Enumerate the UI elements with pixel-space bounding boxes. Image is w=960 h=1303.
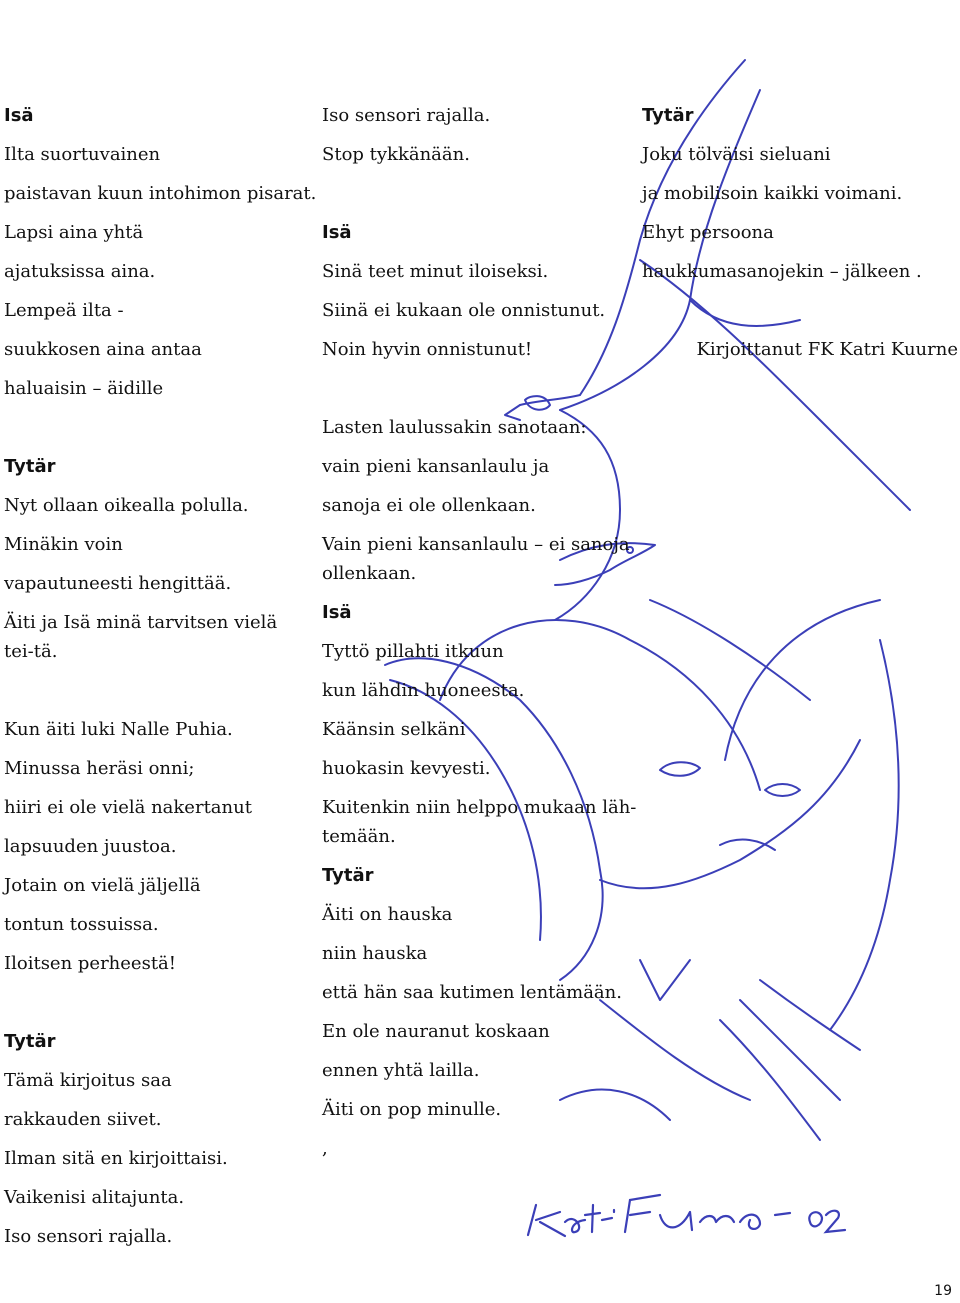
stanza-gap	[322, 369, 637, 408]
poem-line: Lapsi aina yhtä	[4, 222, 144, 243]
poem-line: Käänsin selkäni	[322, 719, 466, 740]
poem-line: vain pieni kansanlaulu ja	[322, 456, 550, 477]
speaker-heading: Tytär	[4, 456, 56, 477]
poem-line: Vain pieni kansanlaulu – ei sanoja ollenkaan.	[322, 534, 630, 584]
poem-line: hiiri ei ole vielä nakertanut	[4, 797, 252, 818]
speaker-heading: Tytär	[4, 1031, 56, 1052]
stanza-gap	[322, 174, 637, 213]
poem-line: Tyttö pillahti itkuun	[322, 641, 504, 662]
poem-line: suukkosen aina antaa	[4, 339, 202, 360]
poem-line: kun lähdin huoneesta.	[322, 680, 525, 701]
poem-column-left	[4, 96, 317, 1256]
poem-line: Kun äiti luki Nalle Puhia.	[4, 719, 233, 740]
stanza-gap	[4, 671, 304, 710]
poem-line: Minäkin voin	[4, 534, 123, 555]
poem-line: vapautuneesti hengittää.	[4, 573, 232, 594]
poem-line: paistavan kuun intohimon pisarat.	[4, 183, 317, 204]
poem-line: tontun tossuissa.	[4, 914, 159, 935]
poem-line: Iso sensori rajalla.	[4, 1226, 173, 1247]
poem-line: Vaikenisi alitajunta.	[4, 1187, 185, 1208]
speaker-heading: Isä	[4, 105, 34, 126]
poem-line: Sinä teet minut iloiseksi.	[322, 261, 549, 282]
poem-line: lapsuuden juustoa.	[4, 836, 177, 857]
poem-line: Ilta suortuvainen	[4, 144, 161, 165]
poem-line: haluaisin – äidille	[4, 378, 164, 399]
speaker-heading: Isä	[322, 602, 352, 623]
poem-line: En ole nauranut koskaan	[322, 1021, 550, 1042]
poem-line: Kuitenkin niin helppo mukaan läh-temään.	[322, 797, 637, 847]
poem-line: Minussa heräsi onni;	[4, 758, 195, 779]
poem-line: Ehyt persoona	[642, 222, 774, 243]
poem-line: Stop tykkänään.	[322, 144, 470, 165]
stanza-gap	[4, 983, 304, 1022]
poem-line: Lempeä ilta -	[4, 300, 124, 321]
poem-column-right	[642, 96, 958, 369]
signature	[528, 1195, 845, 1236]
poem-line: että hän saa kutimen lentämään.	[322, 982, 622, 1003]
poem-line: Lasten laulussakin sanotaan:	[322, 417, 587, 438]
speaker-heading: Tytär	[322, 865, 374, 886]
poem-line: ja mobilisoin kaikki voimani.	[642, 183, 903, 204]
poem-line: Jotain on vielä jäljellä	[4, 875, 201, 896]
stanza-gap	[642, 291, 958, 330]
stanza-gap	[4, 408, 304, 447]
poem-line: huokasin kevyesti.	[322, 758, 491, 779]
poem-line: sanoja ei ole ollenkaan.	[322, 495, 536, 516]
poem-line: Joku tölväisi sieluani	[642, 144, 831, 165]
poem-line: Äiti on pop minulle.	[322, 1099, 502, 1120]
poem-line: Siinä ei kukaan ole onnistunut.	[322, 300, 606, 321]
poem-line: ajatuksissa aina.	[4, 261, 156, 282]
speaker-heading: Isä	[322, 222, 352, 243]
poem-line: Äiti on hauska	[322, 904, 453, 925]
speaker-heading: Tytär	[642, 105, 694, 126]
poem-line: ,	[322, 1138, 328, 1159]
poem-column-middle	[322, 96, 637, 1168]
poem-line: Nyt ollaan oikealla polulla.	[4, 495, 249, 516]
poem-line: Tämä kirjoitus saa	[4, 1070, 172, 1091]
page-number: 19	[934, 1283, 952, 1299]
poem-line: Kirjoittanut FK Katri Kuurne	[696, 339, 958, 360]
poem-line: Noin hyvin onnistunut!	[322, 339, 533, 360]
poem-line: Iloitsen perheestä!	[4, 953, 177, 974]
poem-line: niin hauska	[322, 943, 428, 964]
poem-line: ennen yhtä lailla.	[322, 1060, 480, 1081]
poem-line: Äiti ja Isä minä tarvitsen vielä tei-tä.	[4, 612, 278, 662]
poem-line: Ilman sitä en kirjoittaisi.	[4, 1148, 228, 1169]
poem-line: rakkauden siivet.	[4, 1109, 162, 1130]
poem-line: Iso sensori rajalla.	[322, 105, 491, 126]
poem-line: haukkumasanojekin – jälkeen .	[642, 261, 922, 282]
